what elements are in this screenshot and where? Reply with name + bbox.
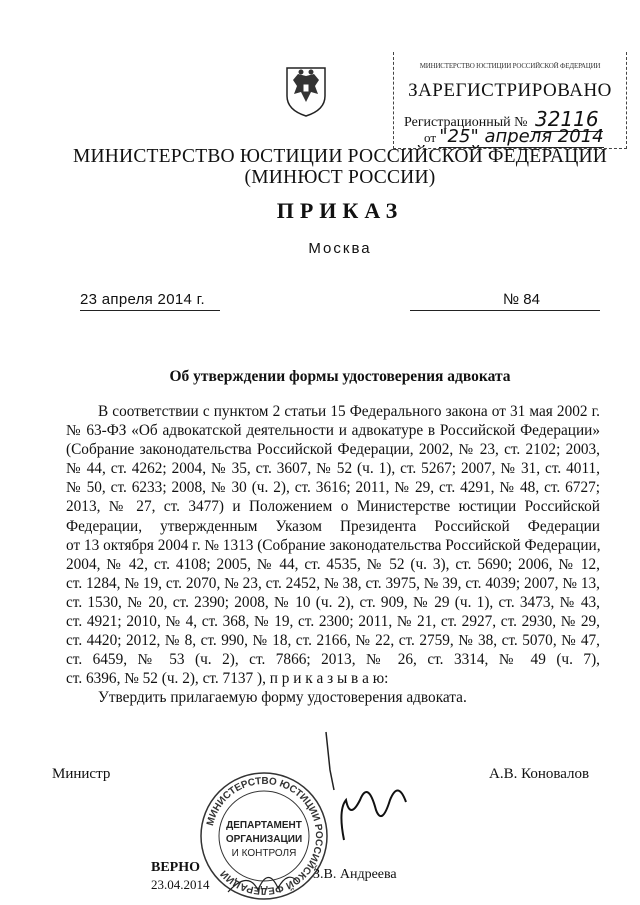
body-line: ст. 4921; 2010, № 4, ст. 368, № 19, ст. 2300; 2011, № 21, ст. 2927, ст. 2930, № 29, xyxy=(66,613,600,631)
seal-line: И КОНТРОЛЯ xyxy=(231,848,297,859)
seal-line: ДЕПАРТАМЕНТ xyxy=(226,820,302,831)
body-line: В соответствии с пунктом 2 статьи 15 Федерального закона от 31 мая 2002 г. xyxy=(98,403,600,420)
body-line: ст. 1284, № 19, ст. 2070, № 23, ст. 2452, № 38, ст. 3975, № 39, ст. 4039; 2007, № 13, xyxy=(66,574,600,592)
city: Москва xyxy=(308,240,372,257)
certified-label: ВЕРНО xyxy=(151,860,201,875)
stamp-ministry: МИНИСТЕРСТВО ЮСТИЦИИ РОССИЙСКОЙ ФЕДЕРАЦИИ xyxy=(419,62,601,70)
body-line: 2004, № 42, ст. 4108; 2005, № 44, ст. 4535, № 52 (ч. 3), ст. 5690; 2006, № 12, xyxy=(66,555,600,573)
stamp-from-date: "25" апреля 2014 xyxy=(439,126,604,147)
minister-name: А.В. Коновалов xyxy=(489,766,590,782)
document-type: ПРИКАЗ xyxy=(276,198,404,223)
certifier-name: З.В. Андреева xyxy=(313,867,397,882)
handwritten-signature xyxy=(320,730,430,850)
body-line: ст. 4420; 2012, № 8, ст. 990, № 18, ст. 2166, № 22, ст. 2759, № 38, ст. 5070, № 47, xyxy=(66,632,600,650)
ministry-name: МИНИСТЕРСТВО ЮСТИЦИИ РОССИЙСКОЙ ФЕДЕРАЦИИ xyxy=(72,146,608,167)
body-line: № 44, ст. 4262; 2004, № 35, ст. 3607, № 52 (ч. 1), ст. 5267; 2007, № 31, ст. 4011, xyxy=(66,460,600,478)
body-line: (Собрание законодательства Российской Федерации, 2002, № 23, ст. 2102; 2003, xyxy=(66,441,600,459)
body-line: от 13 октября 2004 г. № 1313 (Собрание законодательства Российской Федерации, xyxy=(66,536,601,554)
certified-date: 23.04.2014 xyxy=(151,877,210,892)
date-underline xyxy=(80,310,220,311)
body-line: ст. 1530, № 20, ст. 2390; 2008, № 10 (ч. 2), ст. 909, № 29 (ч. 1), ст. 3473, № 43, xyxy=(66,593,600,611)
department-seal xyxy=(198,770,330,902)
stamp-registered: ЗАРЕГИСТРИРОВАНО xyxy=(408,80,612,101)
stamp-from-label: от xyxy=(424,130,437,145)
order-date: 23 апреля 2014 г. xyxy=(80,291,205,308)
coat-of-arms-emblem xyxy=(283,62,329,118)
body-line: № 50, ст. 6233; 2008, № 30 (ч. 2), ст. 3616; 2011, № 29, ст. 4291, № 48, ст. 6727; xyxy=(66,479,600,497)
body-line: Федерации, утвержденным Указом Президента Российской Федерации xyxy=(66,517,600,535)
registration-stamp xyxy=(393,52,627,149)
body-line: № 63-ФЗ «Об адвокатской деятельности и адвокатуре в Российской Федерации» xyxy=(66,422,600,440)
order-title: Об утверждении формы удостоверения адвоката xyxy=(169,368,511,385)
seal-ring-text: МИНИСТЕРСТВО ЮСТИЦИИ РОССИЙСКОЙ ФЕДЕРАЦИИ xyxy=(205,775,325,897)
number-underline xyxy=(410,310,600,311)
minister-label: Министр xyxy=(52,766,111,782)
body-line: ст. 6396, № 52 (ч. 2), ст. 7137 ), п р и к а з ы в а ю: xyxy=(66,670,389,688)
order-number: № 84 xyxy=(503,291,540,308)
stamp-reg-number: 32116 xyxy=(531,107,603,132)
body-line: 2013, № 27, ст. 3477) и Положением о Министерстве юстиции Российской xyxy=(66,498,600,516)
order-body xyxy=(66,402,600,708)
stamp-reg-label: Регистрационный № xyxy=(404,115,528,130)
body-line-resolution: Утвердить прилагаемую форму удостоверения адвоката. xyxy=(98,689,467,707)
body-line: ст. 6459, № 53 (ч. 2), ст. 7866; 2013, № 26, ст. 3314, № 49 (ч. 7), xyxy=(66,651,600,669)
ministry-short-name: (МИНЮСТ РОССИИ) xyxy=(244,167,436,188)
seal-line: ОРГАНИЗАЦИИ xyxy=(225,834,303,845)
